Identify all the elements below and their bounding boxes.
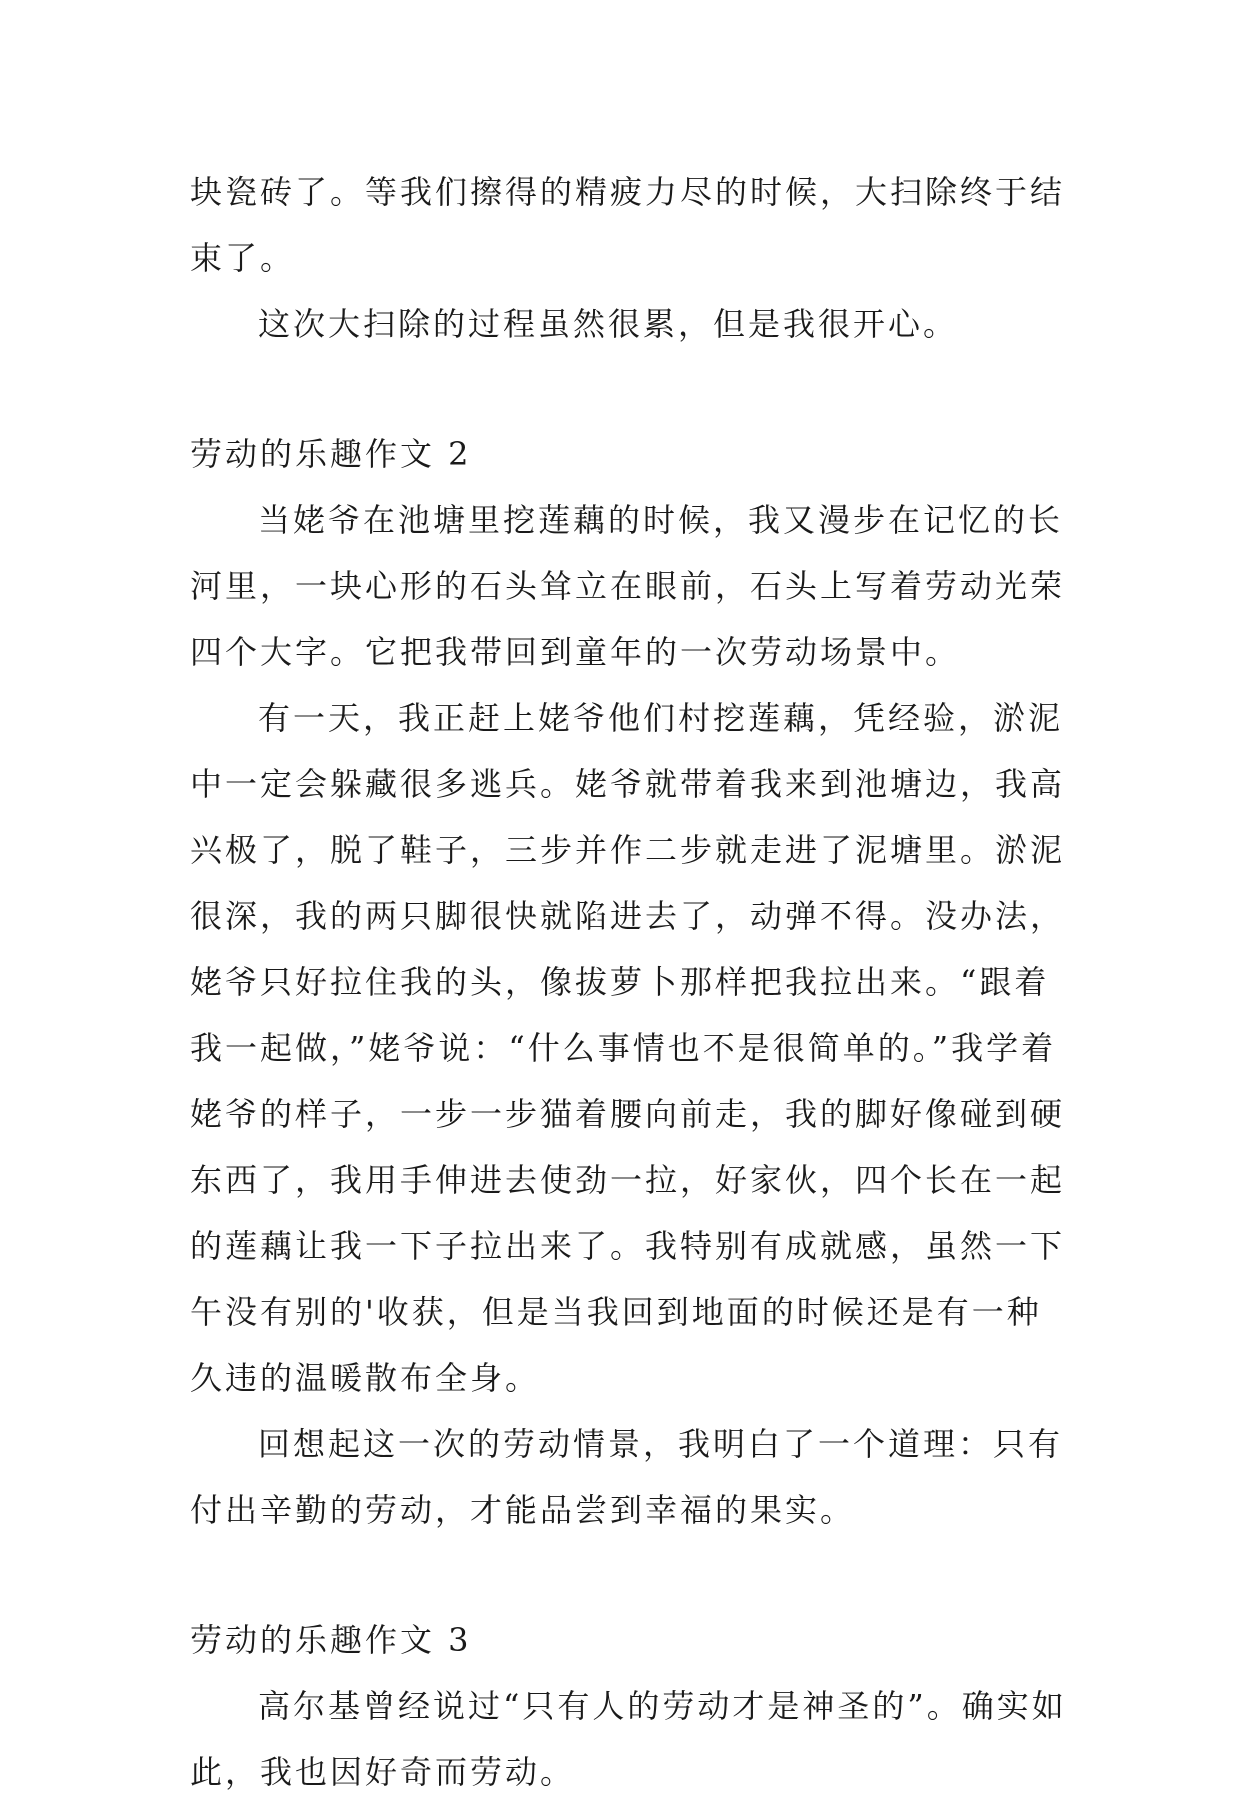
section-2-paragraph-3: 回想起这一次的劳动情景，我明白了一个道理：只有付出辛勤的劳动，才能品尝到幸福的果实。 xyxy=(190,1425,1064,1529)
intro-paragraph-tail: 块瓷砖了。等我们擦得的精疲力尽的时候，大扫除终于结束了。 xyxy=(190,173,1066,277)
section-2-paragraph-1: 当姥爷在池塘里挖莲藕的时候，我又漫步在记忆的长河里，一块心形的石头耸立在眼前，石头上写着劳动光荣四个大字。它把我带回到童年的一次劳动场景中。 xyxy=(190,501,1066,671)
section-3-paragraph-1: 高尔基曾经说过“只有人的劳动才是神圣的”。确实如此，我也因好奇而劳动。 xyxy=(190,1687,1067,1791)
intro-conclusion-paragraph: 这次大扫除的过程虽然很累，但是我很开心。 xyxy=(258,305,959,343)
section-2-paragraph-2: 有一天，我正赶上姥爷他们村挖莲藕，凭经验，淤泥中一定会躲藏很多逃兵。姥爷就带着我来到池塘边，我高兴极了，脱了鞋子，三步并作二步就走进了泥塘里。淤泥很深，我的两只脚很快就陷进去了，动弹不得。没办法，姥爷只好拉住我的头，像拔萝卜那样把我拉出来。“跟着我一起做，”姥爷说：“什么事情也不是很简单的。”我学着姥爷的样子，一步一步猫着腰向前走，我的脚好像碰到硬东西了，我用手伸进去使劲一拉，好家伙，四个长在一起的莲藕让我一下子拉出来了。我特别有成就感，虽然一下午没有别的'收获，但是当我回到地面的时候还是有一种久违的温暖散布全身。 xyxy=(190,699,1066,1397)
section-3-title: 劳动的乐趣作文 3 xyxy=(190,1621,472,1659)
document-body xyxy=(190,159,1070,1805)
section-gap xyxy=(190,357,1070,421)
section-gap xyxy=(190,1543,1070,1607)
section-2-title: 劳动的乐趣作文 2 xyxy=(190,435,472,473)
